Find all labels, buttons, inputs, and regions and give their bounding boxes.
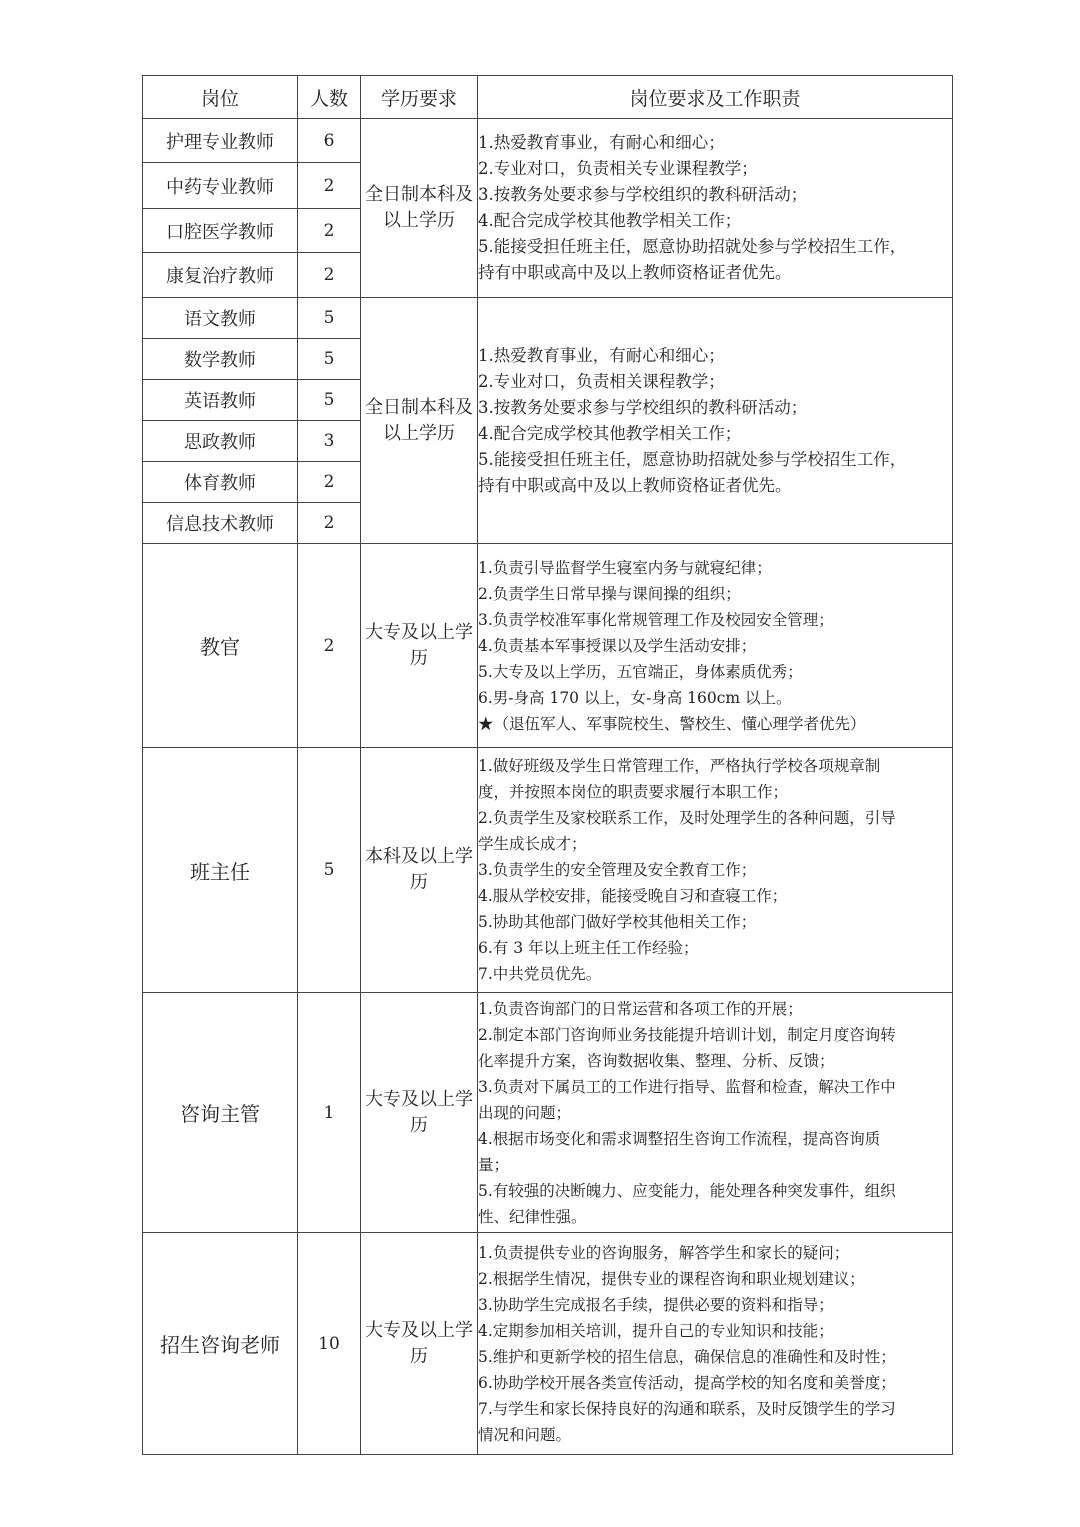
duties-cell [478,544,953,748]
count-cell: 2 [298,209,361,253]
duty-line: 性、纪律性强。 [478,1207,587,1226]
duty-line: 4.配合完成学校其他教学相关工作； [478,211,742,230]
education-cell [361,748,478,993]
position-cell: 招生咨询老师 [143,1233,298,1455]
duty-line: 1.做好班级及学生日常管理工作，严格执行学校各项规章制 [478,757,881,775]
duty-line: 7.与学生和家长保持良好的沟通和联系，及时反馈学生的学习 [478,1399,896,1418]
position-cell: 中药专业教师 [143,163,298,209]
education-cell [361,1233,478,1455]
education-line: 历 [410,872,428,893]
duty-line: 5.大专及以上学历，五官端正，身体素质优秀； [478,662,803,681]
duty-line: 1.负责咨询部门的日常运营和各项工作的开展； [478,999,803,1018]
duty-line: 1.负责引导监督学生寝室内务与就寝纪律； [478,558,772,577]
duty-line: 2.专业对口，负责相关课程教学； [478,371,725,391]
table-row [143,119,953,163]
position-cell: 咨询主管 [143,993,298,1233]
duty-line: 度，并按照本岗位的职责要求履行本职工作； [478,783,789,801]
duty-line: 持有中职或高中及以上教师资格证者优先。 [478,263,792,282]
education-line: 本科及以上学 [365,846,473,867]
position-cell: 体育教师 [143,462,298,503]
count-cell: 5 [298,380,361,421]
duty-line: 2.负责学生日常早操与课间操的组织； [478,584,741,603]
duty-line: 5.能接受担任班主任，愿意协助招就处参与学校招生工作， [478,449,907,469]
count-cell: 2 [298,253,361,298]
duty-line: 4.服从学校安排，能接受晚自习和查寝工作； [478,887,788,905]
education-line: 全日制本科及 [365,184,473,205]
duty-line: 2.制定本部门咨询师业务技能提升培训计划，制定月度咨询转 [478,1025,896,1044]
table-header-row [143,76,953,119]
duty-line: 3.按教务处要求参与学校组织的教科研活动； [478,185,808,204]
position-cell: 数学教师 [143,339,298,380]
table-body [143,76,953,1455]
duty-line: 2.专业对口，负责相关专业课程教学； [478,159,758,178]
education-line: 全日制本科及 [365,396,473,418]
duty-line: 量； [478,1155,510,1174]
count-cell: 2 [298,163,361,209]
duty-line: 出现的问题； [478,1103,572,1122]
duty-line: 5.有较强的决断魄力、应变能力，能处理各种突发事件，组织 [478,1181,896,1200]
duty-line: 5.维护和更新学校的招生信息，确保信息的准确性和及时性； [478,1347,896,1366]
position-cell: 思政教师 [143,421,298,462]
position-cell: 康复治疗教师 [143,253,298,298]
education-line: 大专及以上学 [365,1319,473,1341]
duty-line: 2.根据学生情况，提供专业的课程咨询和职业规划建议； [478,1269,865,1288]
education-cell [361,298,478,544]
education-line: 以上学历 [383,422,455,444]
duty-line: 化率提升方案，咨询数据收集、整理、分析、反馈； [478,1051,835,1070]
duties-cell [478,748,953,993]
duty-line: 3.负责学生的安全管理及安全教育工作； [478,861,757,879]
duty-line: 4.配合完成学校其他教学相关工作； [478,423,742,443]
position-cell: 英语教师 [143,380,298,421]
duty-line: 4.根据市场变化和需求调整招生咨询工作流程，提高咨询质 [478,1129,881,1148]
table-row [143,993,953,1233]
duty-line: 3.负责对下属员工的工作进行指导、监督和检查，解决工作中 [478,1077,896,1096]
duty-line: 5.能接受担任班主任，愿意协助招就处参与学校招生工作， [478,237,907,256]
duty-line: 1.热爱教育事业，有耐心和细心； [478,133,725,152]
duty-line: 4.负责基本军事授课以及学生活动安排； [478,636,757,655]
table-row [143,748,953,993]
duty-line: 6.男-身高 170 以上，女-身高 160cm 以上。 [478,688,792,707]
table-row [143,544,953,748]
header-position: 岗位 [143,76,298,119]
duty-line: 3.协助学生完成报名手续，提供必要的资料和指导； [478,1295,834,1314]
position-cell: 口腔医学教师 [143,209,298,253]
count-cell: 1 [298,993,361,1233]
education-line: 以上学历 [383,210,455,231]
count-cell: 2 [298,544,361,748]
count-cell: 5 [298,748,361,993]
education-line: 历 [410,1114,428,1136]
duties-cell [478,119,953,298]
table-row [143,1233,953,1455]
duties-cell [478,993,953,1233]
position-cell: 信息技术教师 [143,503,298,544]
count-cell: 3 [298,421,361,462]
count-cell: 5 [298,298,361,339]
position-cell: 护理专业教师 [143,119,298,163]
recruitment-table [142,75,953,1455]
header-duties: 岗位要求及工作职责 [478,76,953,119]
duty-line: 持有中职或高中及以上教师资格证者优先。 [478,475,792,495]
duty-line: ★（退伍军人、军事院校生、警校生、懂心理学者优先） [478,714,866,733]
count-cell: 6 [298,119,361,163]
position-cell: 班主任 [143,748,298,993]
duty-line: 6.有 3 年以上班主任工作经验； [478,939,699,957]
education-line: 历 [410,1345,428,1367]
duty-line: 3.按教务处要求参与学校组织的教科研活动； [478,397,808,417]
duty-line: 4.定期参加相关培训，提升自己的专业知识和技能； [478,1321,834,1340]
duty-line: 1.负责提供专业的咨询服务，解答学生和家长的疑问； [478,1243,850,1262]
duty-line: 学生成长成才； [478,835,587,853]
count-cell: 2 [298,503,361,544]
education-line: 历 [410,647,428,669]
duty-line: 3.负责学校准军事化常规管理工作及校园安全管理； [478,610,834,629]
duty-line: 6.协助学校开展各类宣传活动，提高学校的知名度和美誉度； [478,1373,896,1392]
education-cell [361,993,478,1233]
duties-cell [478,298,953,544]
count-cell: 2 [298,462,361,503]
education-cell [361,544,478,748]
education-line: 大专及以上学 [365,621,473,643]
duty-line: 7.中共党员优先。 [478,965,602,983]
position-cell: 语文教师 [143,298,298,339]
education-line: 大专及以上学 [365,1088,473,1110]
header-count: 人数 [298,76,361,119]
count-cell: 10 [298,1233,361,1455]
table-row [143,298,953,339]
position-cell: 教官 [143,544,298,748]
education-cell [361,119,478,298]
duty-line: 5.协助其他部门做好学校其他相关工作； [478,913,757,931]
duties-cell [478,1233,953,1455]
header-education: 学历要求 [361,76,478,119]
count-cell: 5 [298,339,361,380]
duty-line: 情况和问题。 [478,1425,572,1444]
duty-line: 2.负责学生及家校联系工作，及时处理学生的各种问题，引导 [478,809,896,827]
duty-line: 1.热爱教育事业，有耐心和细心； [478,345,725,365]
